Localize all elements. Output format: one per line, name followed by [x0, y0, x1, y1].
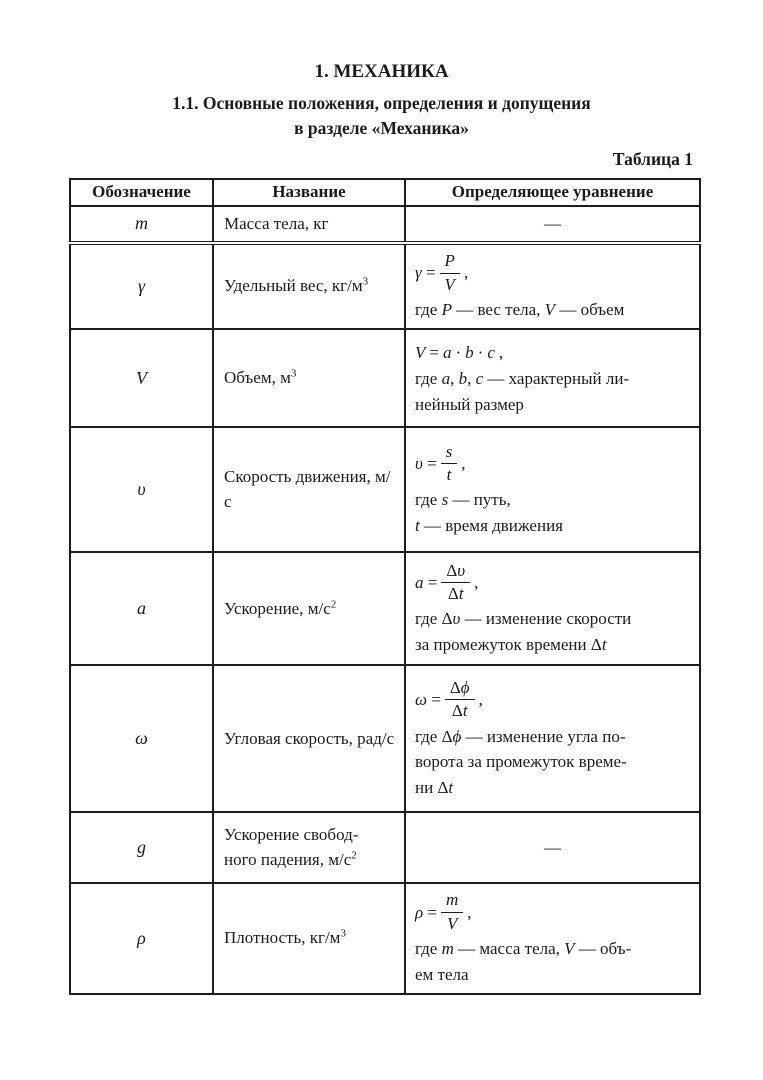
formula: V = a · b · c , — [415, 342, 504, 362]
fraction — [441, 561, 470, 605]
fraction-numerator: s — [441, 442, 458, 464]
symbol-cell: υ — [70, 427, 213, 552]
table-caption: Таблица 1 — [612, 148, 693, 169]
table-row-gravity — [70, 812, 700, 883]
symbol-cell: ρ — [70, 883, 213, 994]
formula-description: где m — масса тела, V — объ- ем тела — [415, 939, 632, 984]
table-row-volume — [70, 329, 700, 427]
name-cell: Угловая скорость, рад/с — [213, 665, 405, 812]
equation-cell — [405, 552, 700, 665]
formula — [415, 561, 693, 605]
formula-tail: , — [478, 690, 483, 710]
name-cell: Удельный вес, $кг/м^3$ — [213, 243, 405, 329]
symbol-cell: γ — [70, 243, 213, 329]
table-header-row — [70, 179, 700, 206]
equation-cell: — — [405, 812, 700, 883]
equation-cell — [405, 427, 700, 552]
fraction-denominator: Δt — [447, 583, 464, 603]
formula — [415, 251, 693, 295]
section-title-line1: 1.1. Основные положения, определения и допущения — [172, 92, 591, 113]
equation-cell — [405, 665, 700, 812]
fraction — [440, 251, 460, 295]
header-equation: Определяющее уравнение — [405, 179, 700, 206]
definitions-table — [69, 178, 701, 996]
formula-lhs: υ = — [415, 453, 437, 473]
formula-lhs: γ = — [415, 263, 436, 283]
chapter-title: 1. МЕХАНИКА — [314, 61, 449, 82]
fraction — [445, 678, 475, 722]
fraction — [441, 890, 463, 934]
formula-tail: , — [461, 453, 466, 473]
header-name: Название — [213, 179, 405, 206]
formula — [415, 442, 693, 486]
fraction-numerator: m — [441, 890, 463, 912]
fraction-denominator: Δt — [451, 701, 468, 721]
fraction-numerator: P — [440, 251, 460, 273]
name-cell: Ускорение, $м/с^2$ — [213, 552, 405, 665]
section-title — [0, 91, 763, 142]
table-row-mass — [70, 206, 700, 244]
formula-description: где Δυ — изменение скорости за промежуток времени Δt — [415, 609, 632, 654]
name-cell: Скорость движения, м/с — [213, 427, 405, 552]
formula-tail: , — [467, 902, 472, 922]
table-row-velocity — [70, 427, 700, 552]
equation-cell — [405, 883, 700, 994]
name-cell: Ускорение свобод- ного падения, $м/с^2$ — [213, 812, 405, 883]
formula-description: где P — вес тела, V — объем — [415, 299, 625, 319]
symbol-cell: g — [70, 812, 213, 883]
table-row-angular-velocity — [70, 665, 700, 812]
fraction-denominator: V — [446, 913, 458, 933]
formula-tail: , — [474, 572, 479, 592]
symbol-cell: V — [70, 329, 213, 427]
fraction-denominator: t — [446, 464, 452, 484]
formula-description: где Δϕ — изменение угла по- ворота за промежуток време- ни Δt — [415, 726, 627, 797]
formula-description: где s — путь, t — время движения — [415, 490, 563, 535]
equation-cell — [405, 329, 700, 427]
fraction-numerator: Δυ — [441, 561, 470, 583]
equation-cell — [405, 243, 700, 329]
formula — [415, 890, 693, 934]
fraction — [441, 442, 458, 486]
formula-lhs: ω = — [415, 689, 441, 709]
formula-lhs: ρ = — [415, 902, 438, 922]
formula-description: где a, b, c — характерный ли- нейный размер — [415, 369, 630, 414]
symbol-cell: m — [70, 206, 213, 244]
name-cell: Объем, $м^3$ — [213, 329, 405, 427]
section-title-line2: в разделе «Механика» — [294, 118, 469, 139]
table-row-density — [70, 883, 700, 994]
formula-tail: , — [463, 263, 469, 283]
formula-lhs: a = — [415, 572, 438, 592]
table-row-acceleration — [70, 552, 700, 665]
fraction-denominator: V — [444, 274, 455, 294]
name-cell: Плотность, $кг/м^3$ — [213, 883, 405, 994]
table-row-specific-weight — [70, 243, 700, 329]
name-cell: Масса тела, кг — [213, 206, 405, 244]
equation-cell: — — [405, 206, 700, 244]
fraction-numerator: Δϕ — [445, 678, 475, 700]
header-symbol: Обозначение — [70, 179, 213, 206]
formula — [415, 678, 693, 722]
symbol-cell: a — [70, 552, 213, 665]
symbol-cell: ω — [70, 665, 213, 812]
